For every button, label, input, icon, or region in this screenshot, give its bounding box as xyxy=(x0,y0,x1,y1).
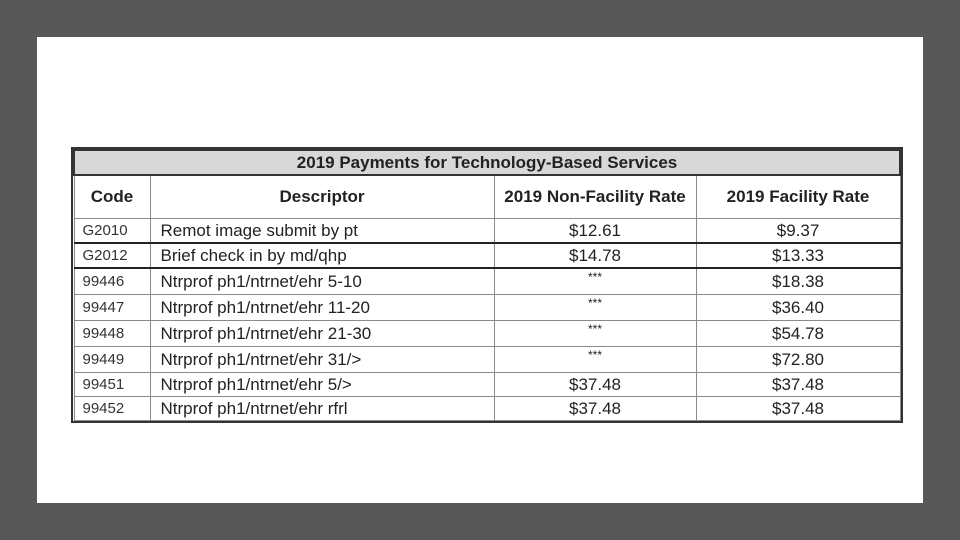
cell-facility-rate: $37.48 xyxy=(696,397,900,421)
table-row xyxy=(74,347,900,373)
cell-descriptor: Ntrprof ph1/ntrnet/ehr rfrl xyxy=(150,397,494,421)
cell-descriptor: Ntrprof ph1/ntrnet/ehr 11-20 xyxy=(150,295,494,321)
table-row xyxy=(74,295,900,321)
table-row xyxy=(74,219,900,244)
cell-code: G2012 xyxy=(74,243,150,268)
cell-descriptor: Brief check in by md/qhp xyxy=(150,243,494,268)
table-row xyxy=(74,268,900,295)
cell-descriptor: Ntrprof ph1/ntrnet/ehr 31/> xyxy=(150,347,494,373)
cell-non-facility-rate: *** xyxy=(494,321,696,347)
cell-facility-rate: $54.78 xyxy=(696,321,900,347)
cell-facility-rate: $9.37 xyxy=(696,219,900,244)
cell-code: 99447 xyxy=(74,295,150,321)
cell-code: 99449 xyxy=(74,347,150,373)
cell-code: G2010 xyxy=(74,219,150,244)
cell-facility-rate: $13.33 xyxy=(696,243,900,268)
payments-table xyxy=(73,149,901,421)
table-row xyxy=(74,397,900,421)
cell-descriptor: Ntrprof ph1/ntrnet/ehr 21-30 xyxy=(150,321,494,347)
cell-code: 99451 xyxy=(74,373,150,397)
header-non-facility-rate: 2019 Non-Facility Rate xyxy=(494,175,696,219)
header-code: Code xyxy=(74,175,150,219)
table-title: 2019 Payments for Technology-Based Services xyxy=(74,150,900,175)
cell-code: 99446 xyxy=(74,268,150,295)
cell-non-facility-rate: $37.48 xyxy=(494,373,696,397)
cell-descriptor: Ntrprof ph1/ntrnet/ehr 5/> xyxy=(150,373,494,397)
cell-code: 99448 xyxy=(74,321,150,347)
cell-non-facility-rate: *** xyxy=(494,295,696,321)
cell-non-facility-rate: $14.78 xyxy=(494,243,696,268)
cell-non-facility-rate: $37.48 xyxy=(494,397,696,421)
cell-non-facility-rate: $12.61 xyxy=(494,219,696,244)
table-title-row xyxy=(74,150,900,175)
cell-non-facility-rate: *** xyxy=(494,268,696,295)
cell-facility-rate: $36.40 xyxy=(696,295,900,321)
cell-facility-rate: $18.38 xyxy=(696,268,900,295)
table-row xyxy=(74,243,900,268)
header-facility-rate: 2019 Facility Rate xyxy=(696,175,900,219)
cell-descriptor: Ntrprof ph1/ntrnet/ehr 5-10 xyxy=(150,268,494,295)
table-row xyxy=(74,321,900,347)
table-header-row xyxy=(74,175,900,219)
cell-facility-rate: $72.80 xyxy=(696,347,900,373)
table-row xyxy=(74,373,900,397)
cell-code: 99452 xyxy=(74,397,150,421)
header-descriptor: Descriptor xyxy=(150,175,494,219)
cell-descriptor: Remot image submit by pt xyxy=(150,219,494,244)
slide xyxy=(37,37,923,503)
cell-facility-rate: $37.48 xyxy=(696,373,900,397)
cell-non-facility-rate: *** xyxy=(494,347,696,373)
